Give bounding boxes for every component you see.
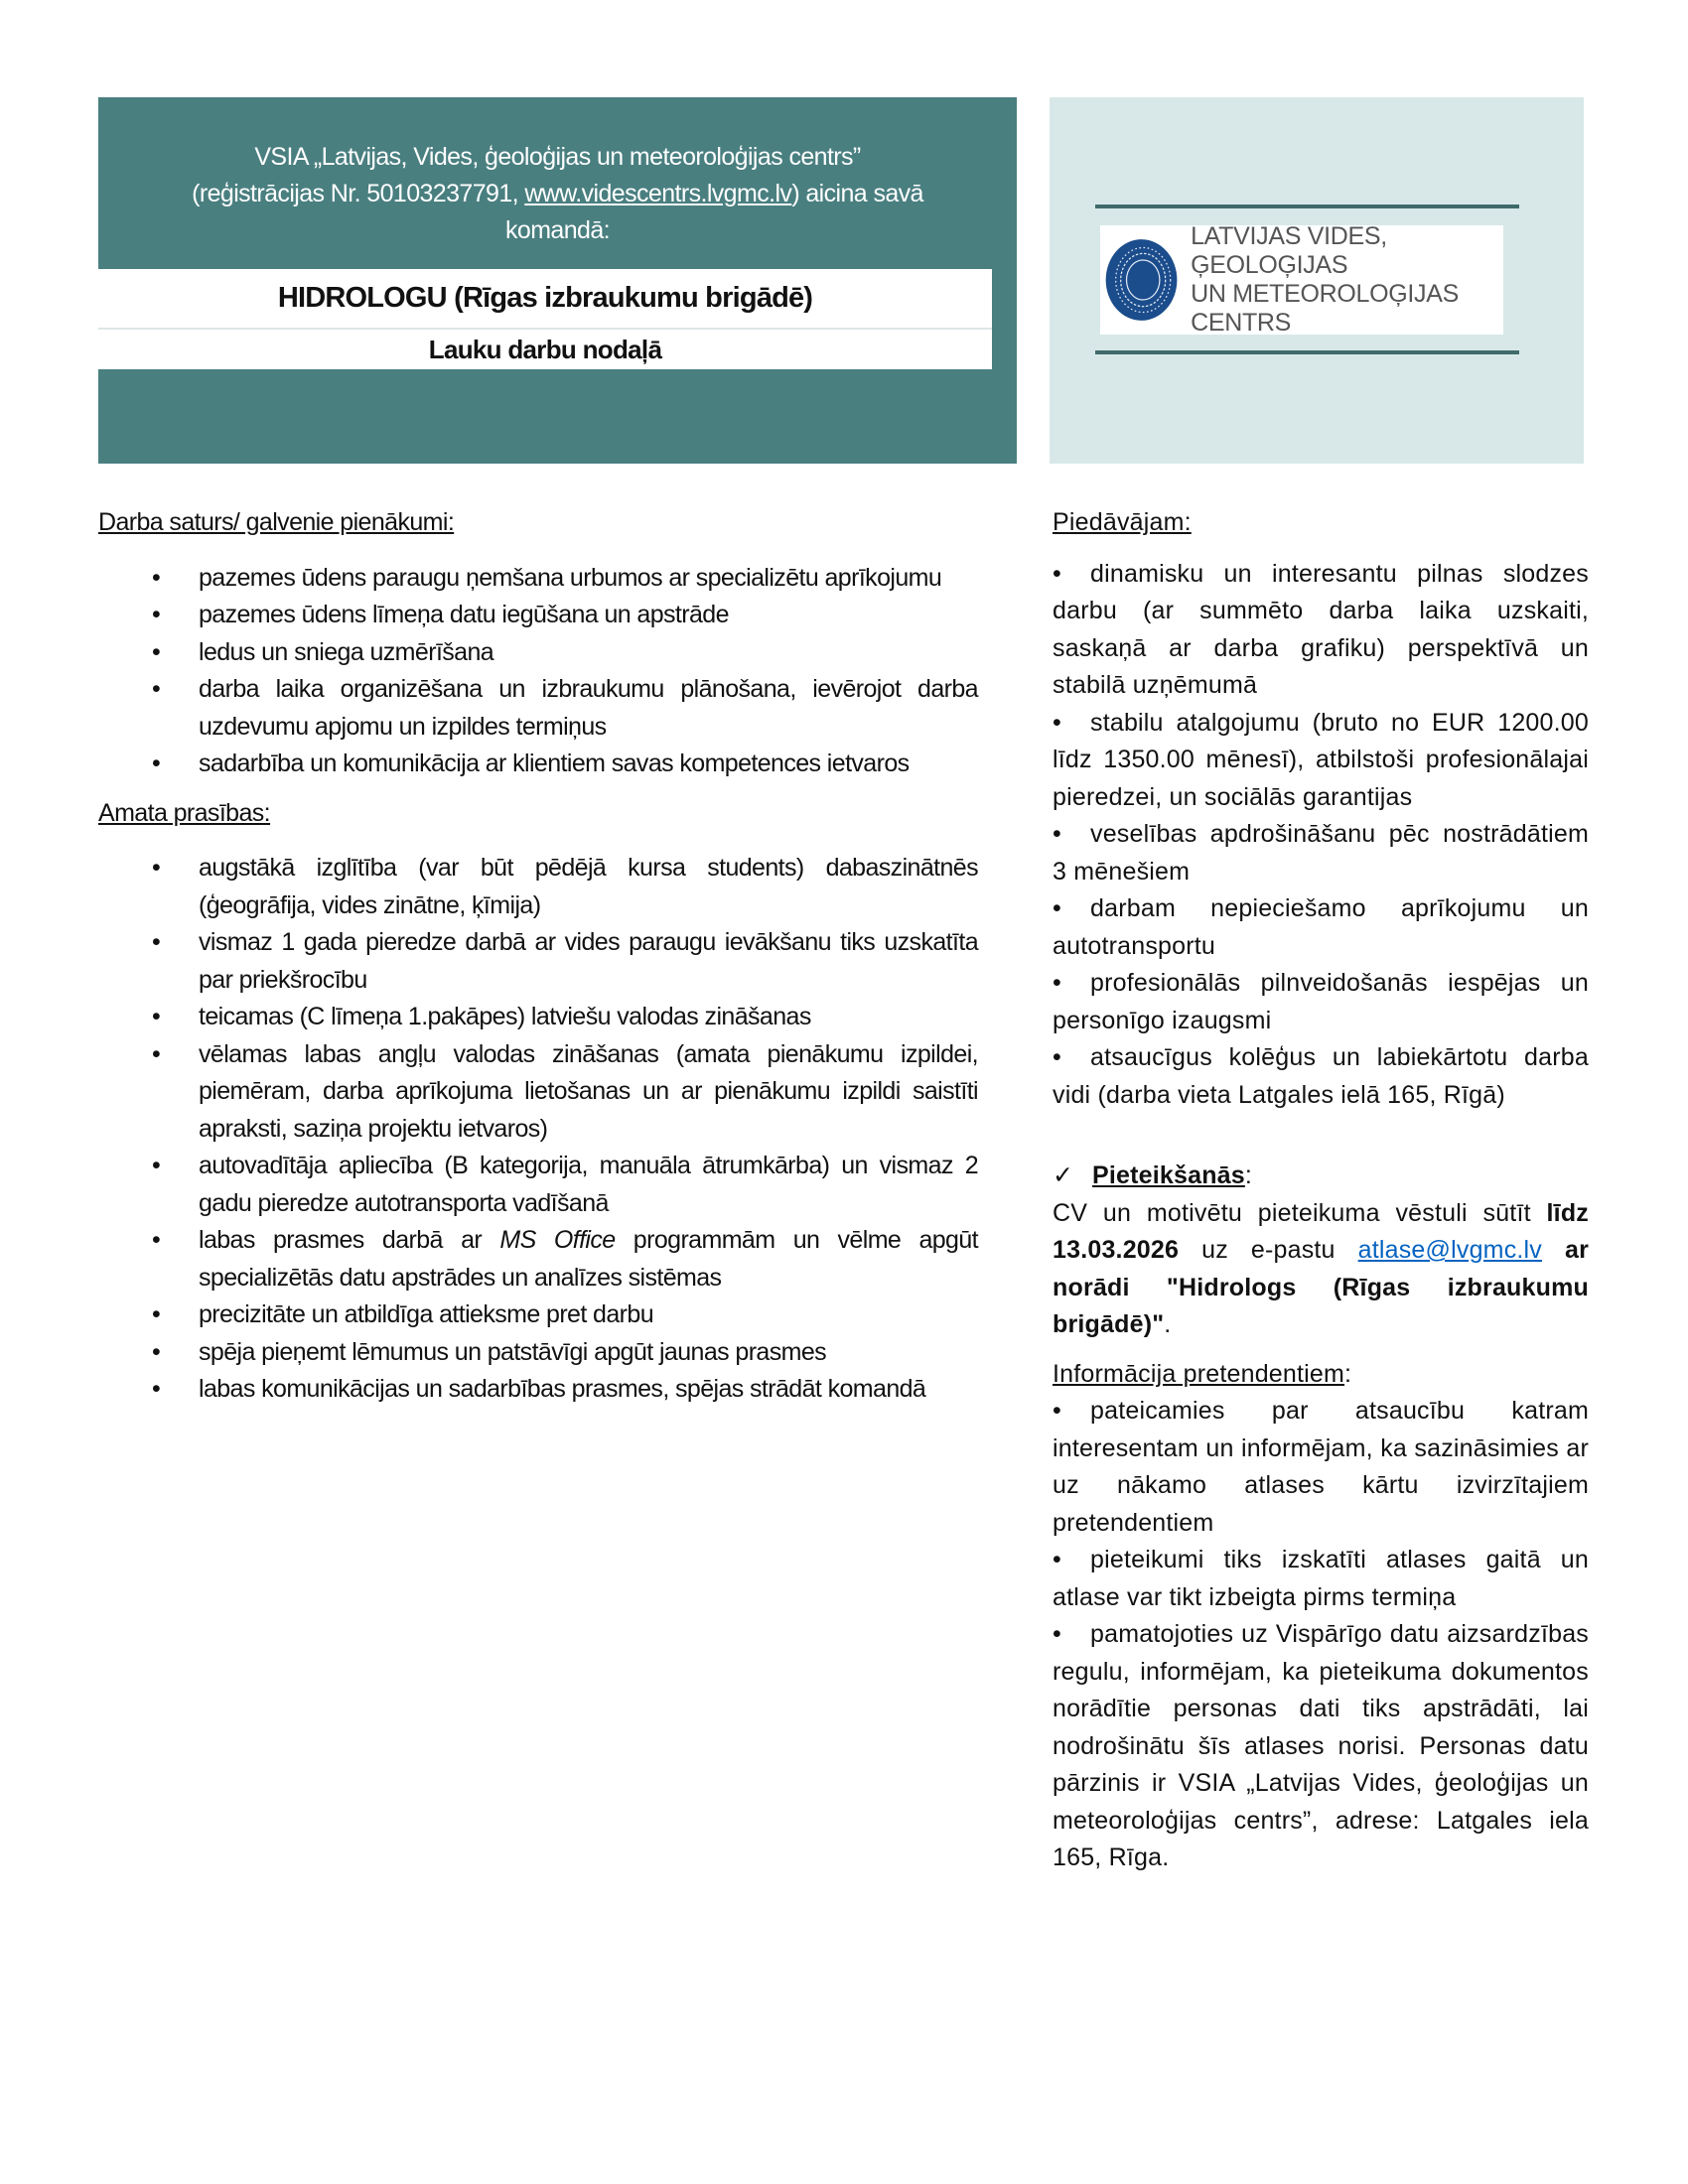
list-item-text: spēja pieņemt lēmumus un patstāvīgi apgūt jaunas prasmes: [199, 1337, 827, 1366]
department-title: Lauku darbu nodaļā: [98, 330, 992, 369]
list-item: [98, 1148, 978, 1222]
bullet-icon: •: [152, 1375, 161, 1403]
list-item: [98, 999, 978, 1036]
bullet-icon: •: [152, 563, 161, 592]
intro-text: [98, 139, 1017, 249]
apply-colon: :: [1244, 1161, 1253, 1189]
list-item: [98, 597, 978, 634]
list-item-text: autovadītāja apliecība (B kategorija, manuāla ātrumkārba) un vismaz 2 gadu pieredze autotransporta vadīšanā: [199, 1152, 978, 1217]
bullet-icon: •: [152, 750, 161, 777]
logo-line-1: LATVIJAS VIDES, ĢEOLOĢIJAS: [1191, 222, 1387, 279]
requirements-list: [98, 850, 978, 1409]
info-list: [1053, 1393, 1589, 1877]
list-item-text: stabilu atalgojumu (bruto no EUR 1200.00 līdz 1350.00 mēnesī), atbilstoši profesionālajai pieredzei, un sociālās garantijas: [1053, 708, 1589, 811]
intro-line-3: komandā:: [505, 216, 610, 244]
bullet-icon: •: [1053, 1620, 1061, 1648]
bullet-icon: •: [1053, 820, 1061, 848]
bullet-icon: •: [152, 1300, 161, 1328]
list-item-text: pazemes ūdens paraugu ņemšana urbumos ar specializētu aprīkojumu: [199, 563, 942, 592]
list-item-text: vismaz 1 gada pieredze darbā ar vides paraugu ievākšanu tiks uzskatīta par priekšrocību: [199, 928, 978, 994]
organization-logo: [1100, 222, 1503, 337]
list-item: [98, 1222, 978, 1297]
list-item: [1053, 705, 1589, 817]
email-link[interactable]: atlase@lvgmc.lv: [1357, 1236, 1542, 1264]
list-item-text: pieteikumi tiks izskatīti atlases gaitā un atlase var tikt izbeigta pirms termiņa: [1053, 1546, 1589, 1611]
offer-heading: Piedāvājam:: [1053, 508, 1192, 536]
list-item-text: ledus un sniega uzmērīšana: [199, 637, 494, 666]
logo-divider-bottom: [1095, 350, 1519, 354]
position-title: HIDROLOGU (Rīgas izbraukumu brigādē): [98, 269, 992, 330]
list-item-text: sadarbība un komunikācija ar klientiem savas kompetences ietvaros: [199, 750, 910, 777]
bullet-icon: •: [1053, 708, 1061, 737]
logo-line-2: UN METEOROLOĢIJAS CENTRS: [1191, 280, 1459, 337]
apply-heading: [1053, 1158, 1589, 1195]
list-item: [1053, 1393, 1589, 1542]
list-item: [98, 1297, 978, 1334]
logo-circle-icon: [1104, 230, 1179, 330]
intro-line-1: VSIA „Latvijas, Vides, ģeoloģijas un meteoroloģijas centrs”: [254, 143, 861, 171]
list-item-text: pateicamies par atsaucību katram interesentam un informējam, ka sazināsimies ar uz nākamo atlases kārtu izvirzītajiem pretendentiem: [1053, 1397, 1589, 1537]
info-heading: [1053, 1356, 1589, 1394]
list-item-text: darba laika organizēšana un izbraukumu plānošana, ievērojot darba uzdevumu apjomu un izpildes termiņus: [199, 675, 978, 741]
list-item: [1053, 890, 1589, 965]
apply-text: uz e-pastu: [1179, 1236, 1358, 1264]
logo-wordmark: [1191, 222, 1503, 338]
ms-office-text: MS Office: [499, 1226, 616, 1254]
offer-list: [1053, 556, 1589, 1115]
apply-text: .: [1164, 1310, 1172, 1338]
list-item-text: dinamisku un interesantu pilnas slodzes darbu (ar summēto darba laika uzskaiti, saskaņā ar darba grafiku) perspektīvā un stabilā uzņēmumā: [1053, 559, 1589, 699]
bullet-icon: •: [152, 601, 161, 628]
list-item-text: precizitāte un atbildīga attieksme pret darbu: [199, 1300, 653, 1328]
left-column: [98, 504, 978, 1421]
bullet-icon: •: [152, 1337, 161, 1366]
list-item-text: pamatojoties uz Vispārīgo datu aizsardzības regulu, informējam, ka pieteikuma dokumentos norādītie personas dati tiks apstrādāti, lai nodrošinātu šīs atlases norisi. Personas datu pārzinis ir VSIA „Latvijas Vides, ģeoloģijas un meteoroloģijas centrs”, adrese: Latgales iela 165, Rīga.: [1053, 1620, 1589, 1871]
bullet-icon: •: [152, 1152, 161, 1179]
bullet-icon: •: [1053, 969, 1061, 997]
list-item-text: augstākā izglītība (var būt pēdējā kursa students) dabaszinātnēs (ģeogrāfija, vides zinātne, ķīmija): [199, 854, 978, 919]
duties-heading: Darba saturs/ galvenie pienākumi:: [98, 508, 455, 536]
list-item: [1053, 1542, 1589, 1616]
duties-list: [98, 560, 978, 783]
requirements-heading: Amata prasības:: [98, 798, 271, 827]
bullet-icon: •: [152, 675, 161, 703]
list-item: [98, 746, 978, 783]
list-item: [98, 1334, 978, 1372]
intro-registration: (reģistrācijas Nr. 50103237791,: [192, 180, 525, 207]
list-item-text: pazemes ūdens līmeņa datu iegūšana un apstrāde: [199, 601, 729, 628]
bullet-icon: •: [1053, 1546, 1061, 1573]
list-item: [98, 850, 978, 924]
right-column: [1053, 504, 1589, 1877]
bullet-icon: •: [1053, 559, 1061, 588]
bullet-icon: •: [152, 637, 161, 666]
list-item: [98, 1036, 978, 1149]
apply-subject: ar norādi "Hidrologs (Rīgas izbraukumu brigādē)": [1053, 1236, 1589, 1338]
apply-instructions: [1053, 1195, 1589, 1344]
bullet-icon: •: [1053, 894, 1061, 922]
list-item-text: atsaucīgus kolēģus un labiekārtotu darba vidi (darba vieta Latgales ielā 165, Rīgā): [1053, 1043, 1589, 1109]
info-title: Informācija pretendentiem: [1053, 1359, 1345, 1388]
bullet-icon: •: [1053, 1043, 1061, 1071]
list-item-text: vēlamas labas angļu valodas zināšanas (amata pienākumu izpildei, piemēram, darba aprīkojuma lietošanas un ar pienākumu izpildi saistīti apraksti, saziņa projektu ietvaros): [199, 1039, 978, 1143]
list-item: [1053, 1616, 1589, 1877]
list-item-text: veselības apdrošināšanu pēc nostrādātiem 3 mēnešiem: [1053, 820, 1589, 886]
apply-text: CV un motivētu pieteikuma vēstuli sūtīt: [1053, 1198, 1547, 1227]
website-link[interactable]: www.videscentrs.lvgmc.lv: [524, 180, 792, 207]
list-item: [98, 924, 978, 999]
list-item-text: labas komunikācijas un sadarbības prasmes, spējas strādāt komandā: [199, 1375, 926, 1403]
bullet-icon: •: [1053, 1397, 1061, 1425]
bullet-icon: •: [152, 1003, 161, 1030]
list-item: [98, 634, 978, 672]
list-item-text: labas prasmes darbā ar: [199, 1226, 500, 1254]
bullet-icon: •: [152, 928, 161, 956]
list-item: [98, 671, 978, 746]
bullet-icon: •: [152, 1039, 161, 1068]
logo-divider-top: [1095, 205, 1519, 208]
list-item: [98, 560, 978, 598]
list-item: [1053, 816, 1589, 890]
bullet-icon: •: [152, 854, 161, 882]
intro-line-2: [98, 176, 1017, 212]
list-item-text: darbam nepieciešamo aprīkojumu un autotransportu: [1053, 894, 1589, 960]
list-item-text: programmām un vēlme apgūt specializētās datu apstrādes un analīzes sistēmas: [199, 1226, 979, 1292]
list-item: [1053, 965, 1589, 1039]
apply-title: Pieteikšanās: [1092, 1161, 1245, 1189]
bullet-icon: •: [152, 1226, 161, 1254]
deadline: līdz 13.03.2026: [1053, 1198, 1589, 1264]
intro-invite: ) aicina savā: [791, 180, 923, 207]
list-item: [1053, 556, 1589, 705]
list-item-text: profesionālās pilnveidošanās iespējas un personīgo izaugsmi: [1053, 969, 1589, 1034]
info-colon: :: [1344, 1359, 1352, 1388]
list-item: [98, 1371, 978, 1409]
list-item: [1053, 1039, 1589, 1114]
checkmark-icon: ✓: [1053, 1161, 1074, 1189]
list-item-text: teicamas (C līmeņa 1.pakāpes) latviešu valodas zināšanas: [199, 1003, 811, 1030]
